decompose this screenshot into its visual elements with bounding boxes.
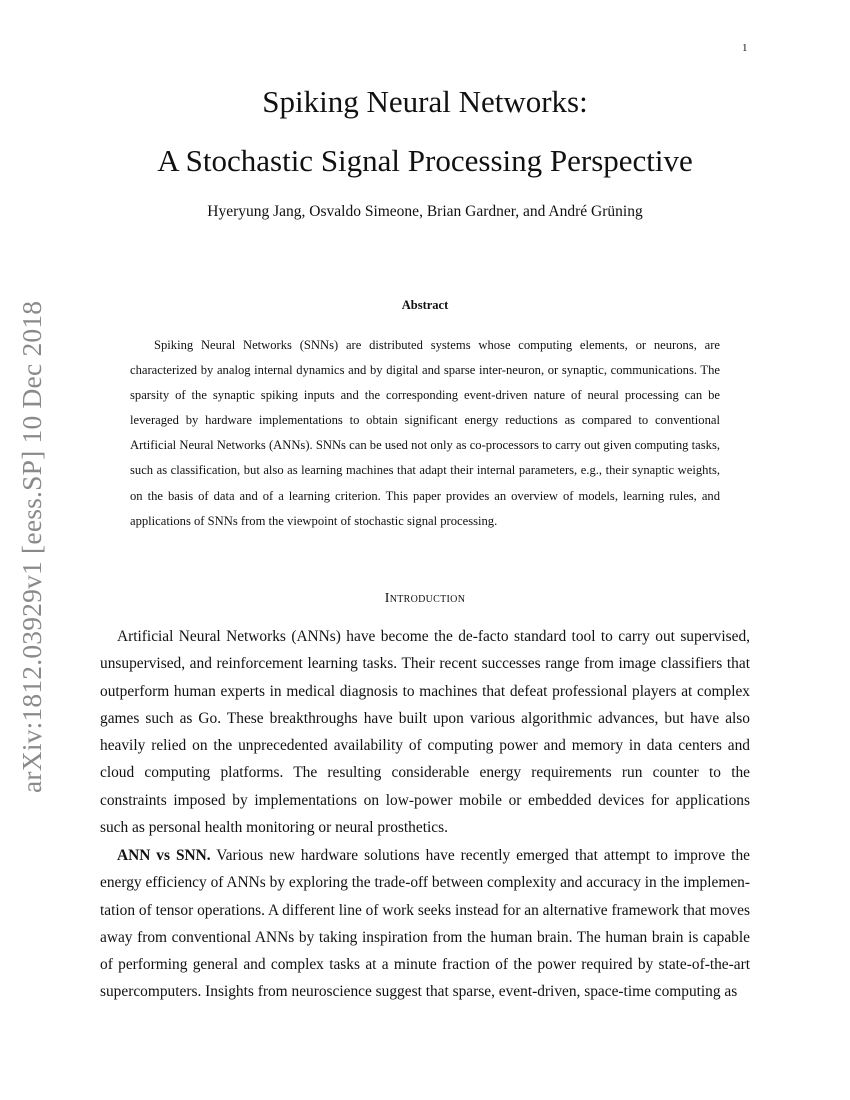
page-number: 1 <box>742 42 748 54</box>
paper-title-line-2: A Stochastic Signal Processing Perspective <box>157 143 693 178</box>
paragraph-run-in-heading: ANN vs SNN. <box>117 847 211 864</box>
paragraph-text: Various new hardware solutions have recently emerged that attempt to improve the energy efficiency of ANNs by exploring the trade-off between complexity and accuracy in the implementation of tensor operations. A different line of work seeks instead for an alternative framework that moves away from conventional ANNs by taking inspiration from the human brain. The human brain is capable of performing general and complex tasks at a minute fraction of the power required by state-of-the-art supercomputers. Insights from neuroscience suggest that sparse, event-driven, space-time computing as <box>100 847 750 1001</box>
abstract-body: Spiking Neural Networks (SNNs) are distributed systems whose computing elements, or neurons, are characterized by analog internal dynamics and by digital and sparse inter-neuron, or synaptic, communications. The sparsity of the synaptic spiking inputs and the corresponding event-driven nature of neural processing can be leveraged by hardware implementations to obtain significant energy reductions as compared to conventional Artificial Neural Networks (ANNs). SNNs can be used not only as co-processors to carry out given computing tasks, such as classification, but also as learning machines that adapt their internal parameters, e.g., their synaptic weights, on the basis of data and of a learning criterion. This paper provides an overview of models, learning rules, and applications of SNNs from the viewpoint of stochastic signal processing. <box>130 338 720 528</box>
author-list: Hyeryung Jang, Osvaldo Simeone, Brian Gardner, and André Grüning <box>207 203 643 220</box>
arxiv-side-stamp: arXiv:1812.03929v1 [eess.SP] 10 Dec 2018 <box>16 300 47 793</box>
paragraph-text: Artificial Neural Networks (ANNs) have become the de-facto standard tool to carry out supervised, unsupervised, and reinforcement learning tasks. Their recent successes range from image classifiers that outperform human experts in medical diagnosis to machines that defeat professional players at complex games such as Go. These breakthroughs have built upon various algorithmic advances, but have also heavily relied on the unprecedented availability of computing power and memory in data centers and cloud computing platforms. The resulting considerable energy requirements run counter to the constraints imposed by implementations on low-power mobile or embedded devices for applications such as personal health monitoring or neural prosthetics. <box>100 628 750 837</box>
section-heading-introduction: Introduction <box>384 591 466 606</box>
introduction-paragraph-1 <box>100 623 750 841</box>
abstract-heading: Abstract <box>401 298 449 312</box>
introduction-paragraph-2 <box>100 842 750 1006</box>
paper-title-line-1: Spiking Neural Networks: <box>262 84 588 119</box>
